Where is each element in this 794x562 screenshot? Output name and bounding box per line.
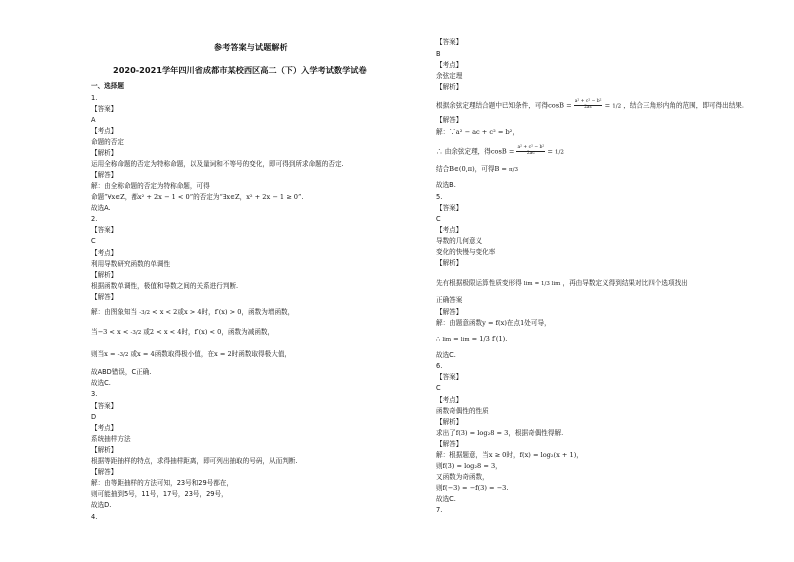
section-heading: 一、选择题	[91, 82, 124, 90]
q6-number: 6.	[436, 362, 443, 370]
q4-sol2-fraction	[516, 146, 545, 157]
q3-analysis-tag: 【解析】	[91, 446, 118, 454]
q2-sol1-fraction: -3/2	[139, 310, 150, 316]
q5-sol2-text-c: =	[453, 335, 459, 343]
q6-analysis: 求出了f(3) = log₂8 = 3，根据奇偶性得解.	[436, 429, 564, 437]
q3-solution-tag: 【解答】	[91, 468, 118, 476]
q4-sol2-frac-num: a² + c² − b²	[517, 145, 545, 150]
q7-number: 7.	[436, 506, 443, 514]
q4-solution-tag: 【解答】	[436, 116, 463, 124]
q4-number: 4.	[91, 513, 98, 521]
q5-sol2-text-a: ∴	[436, 335, 441, 343]
q5-solution-line3: 故选C.	[436, 351, 456, 359]
q4-analysis-frac-den: 2ac	[584, 104, 593, 110]
q4-kp-tag: 【考点】	[436, 61, 463, 69]
exam-title: 2020-2021学年四川省成都市某校西区高二（下）入学考试数学试卷	[113, 65, 367, 75]
q1-solution-tag: 【解答】	[91, 171, 118, 179]
q3-answer-tag: 【答案】	[91, 402, 118, 410]
q5-answer-tag: 【答案】	[436, 204, 463, 212]
q4-analysis-text-c: ，结合三角形内角的范围，即可得出结果.	[623, 101, 744, 110]
q2-sol1-text-b: < x < 2或x > 4时，f′(x) > 0，函数为增函数，	[152, 308, 295, 316]
q1-analysis-tag: 【解析】	[91, 149, 118, 157]
q6-solution-line5: 故选C.	[436, 495, 456, 503]
q5-sol2-lim-a: lim	[442, 337, 452, 343]
q5-answer: C	[436, 215, 441, 223]
q2-sol2-fraction: -3/2	[130, 330, 142, 336]
q4-analysis-fraction	[574, 100, 603, 111]
q2-solution-line5: 故选C.	[91, 379, 111, 387]
q6-solution-line2: 则f(3) = log₂8 = 3，	[436, 462, 502, 470]
q4-sol2-half: 1/2	[554, 149, 564, 156]
q5-sol2-text-e: = 1/3 f′(1).	[471, 335, 508, 343]
q3-solution-line2: 则可能抽到5号，11号，17号，23号，29号，	[91, 490, 228, 498]
q1-solution-line2: 命题“∀x∈Z，都x² + 2x − 1 < 0”的否定为“∃x∈Z，x² + 2x − 1 ≥ 0”.	[91, 193, 304, 201]
q2-solution-tag: 【解答】	[91, 293, 118, 301]
q5-kp2: 变化的快慢与变化率	[436, 248, 496, 256]
q2-sol1-text-a: 解：由图象知当	[91, 308, 138, 316]
q2-answer-tag: 【答案】	[91, 226, 118, 234]
q5-solution-tag: 【解答】	[436, 308, 463, 316]
q5-analysis-line2: 正确答案	[436, 296, 463, 304]
q5-solution-line1: 解：由题意函数y = f(x)在点1处可导，	[436, 319, 551, 327]
q1-answer-tag: 【答案】	[91, 105, 118, 113]
q4-sol2-frac-den: 2ac	[526, 150, 535, 156]
q4-analysis-tag: 【解析】	[436, 83, 463, 91]
q4-sol3-fraction: π/3	[509, 167, 519, 173]
q4-answer-tag: 【答案】	[436, 38, 463, 46]
q4-sol2-text-b: =	[547, 147, 553, 156]
q5-sol2-lim-b: lim	[460, 337, 470, 343]
q6-solution-line4: 则f(−3) = −f(3) = −3.	[436, 484, 509, 492]
q1-solution-line1: 解：由全称命题的否定为特称命题，可得	[91, 182, 210, 190]
q6-solution-line1: 解：根据题意，当x ≥ 0时，f(x) = log₂(x + 1)，	[436, 451, 583, 459]
q2-solution-line2	[91, 329, 274, 337]
q4-solution-line1: 解：∵a² − ac + c² = b²，	[436, 128, 519, 136]
q1-kp: 命题的否定	[91, 138, 124, 146]
q6-answer: C	[436, 384, 441, 392]
q5-solution-line2	[436, 336, 507, 344]
q1-solution-line3: 故选A.	[91, 204, 111, 212]
q3-kp-tag: 【考点】	[91, 424, 118, 432]
q2-sol3-text-a: 则当x =	[91, 350, 116, 358]
q3-solution-line1: 解：由等距抽样的方法可知，23号和29号都在，	[91, 479, 234, 487]
q3-kp: 系统抽样方法	[91, 435, 131, 443]
q1-analysis: 运用全称命题的否定为特称命题，以及量词和不等号的变化，即可得到所求命题的否定.	[91, 160, 344, 168]
q5-analysis-lim2: = 1/3 lim	[534, 281, 561, 287]
q2-analysis: 根据函数单调性，极值和导数之间的关系进行判断.	[91, 282, 239, 290]
q6-solution-tag: 【解答】	[436, 440, 463, 448]
q5-analysis-tag: 【解析】	[436, 259, 463, 267]
q2-solution-line1	[91, 309, 294, 317]
doc-title: 参考答案与试题解析	[214, 43, 288, 52]
q4-analysis-frac-num: a² + c² − b²	[574, 99, 602, 104]
q5-analysis-lim1: lim	[523, 281, 533, 287]
q4-sol2-text-a: ∴ 由余弦定理，得cosB =	[436, 147, 515, 156]
q2-solution-line4: 故ABD错误，C正确.	[91, 368, 152, 376]
q6-answer-tag: 【答案】	[436, 373, 463, 381]
q4-solution-line3	[436, 166, 518, 174]
q5-kp-tag: 【考点】	[436, 226, 463, 234]
q4-solution-line2	[436, 146, 564, 157]
q6-analysis-tag: 【解析】	[436, 418, 463, 426]
q3-solution-line3: 故选D.	[91, 501, 112, 509]
q1-answer: A	[91, 116, 96, 124]
q4-analysis-text-b: =	[604, 101, 611, 110]
q1-number: 1.	[91, 94, 98, 102]
q2-number: 2.	[91, 215, 98, 223]
q5-number: 5.	[436, 193, 443, 201]
q1-kp-tag: 【考点】	[91, 127, 118, 135]
q2-sol3-fraction: -3/2	[117, 352, 129, 358]
q3-analysis: 根据等距抽样的特点，求得抽样距离，即可列出抽取的号码，从而判断.	[91, 457, 298, 465]
q4-solution-line4: 故选B.	[436, 181, 456, 189]
q4-analysis-half: 1/2	[612, 103, 622, 110]
q2-answer: C	[91, 237, 96, 245]
q4-kp: 余弦定理	[436, 72, 463, 80]
q3-number: 3.	[91, 390, 98, 398]
q5-kp1: 导数的几何意义	[436, 237, 483, 245]
q2-kp: 利用导数研究函数的单调性	[91, 260, 171, 268]
q6-kp-tag: 【考点】	[436, 396, 463, 404]
q4-analysis-text-a: 根据余弦定理结合题中已知条件，可得cosB =	[436, 101, 572, 110]
q5-analysis	[436, 280, 688, 288]
q4-answer: B	[436, 50, 441, 58]
q2-sol3-text-b: 或x = 4函数取得极小值，在x = 2时函数取得极大值，	[130, 350, 292, 358]
q2-analysis-tag: 【解析】	[91, 271, 118, 279]
q2-kp-tag: 【考点】	[91, 249, 118, 257]
q2-sol2-text-a: 当−3 < x <	[91, 328, 129, 336]
q2-solution-line3	[91, 351, 291, 359]
q5-analysis-text-a: 先有根据极限运算性质变形得	[436, 279, 522, 287]
q5-analysis-text-b: ，再由导数定义得到结果对比四个选项找出	[562, 279, 688, 287]
q3-answer: D	[91, 413, 97, 421]
q4-sol3-text-a: 结合B∈(0,π)，可得B =	[436, 165, 507, 173]
q4-analysis	[436, 100, 744, 111]
q2-sol2-text-b: 或2 < x < 4时，f′(x) < 0，函数为减函数，	[143, 328, 275, 336]
q6-kp: 函数奇偶性的性质	[436, 407, 489, 415]
q6-solution-line3: 又函数为奇函数，	[436, 473, 489, 481]
